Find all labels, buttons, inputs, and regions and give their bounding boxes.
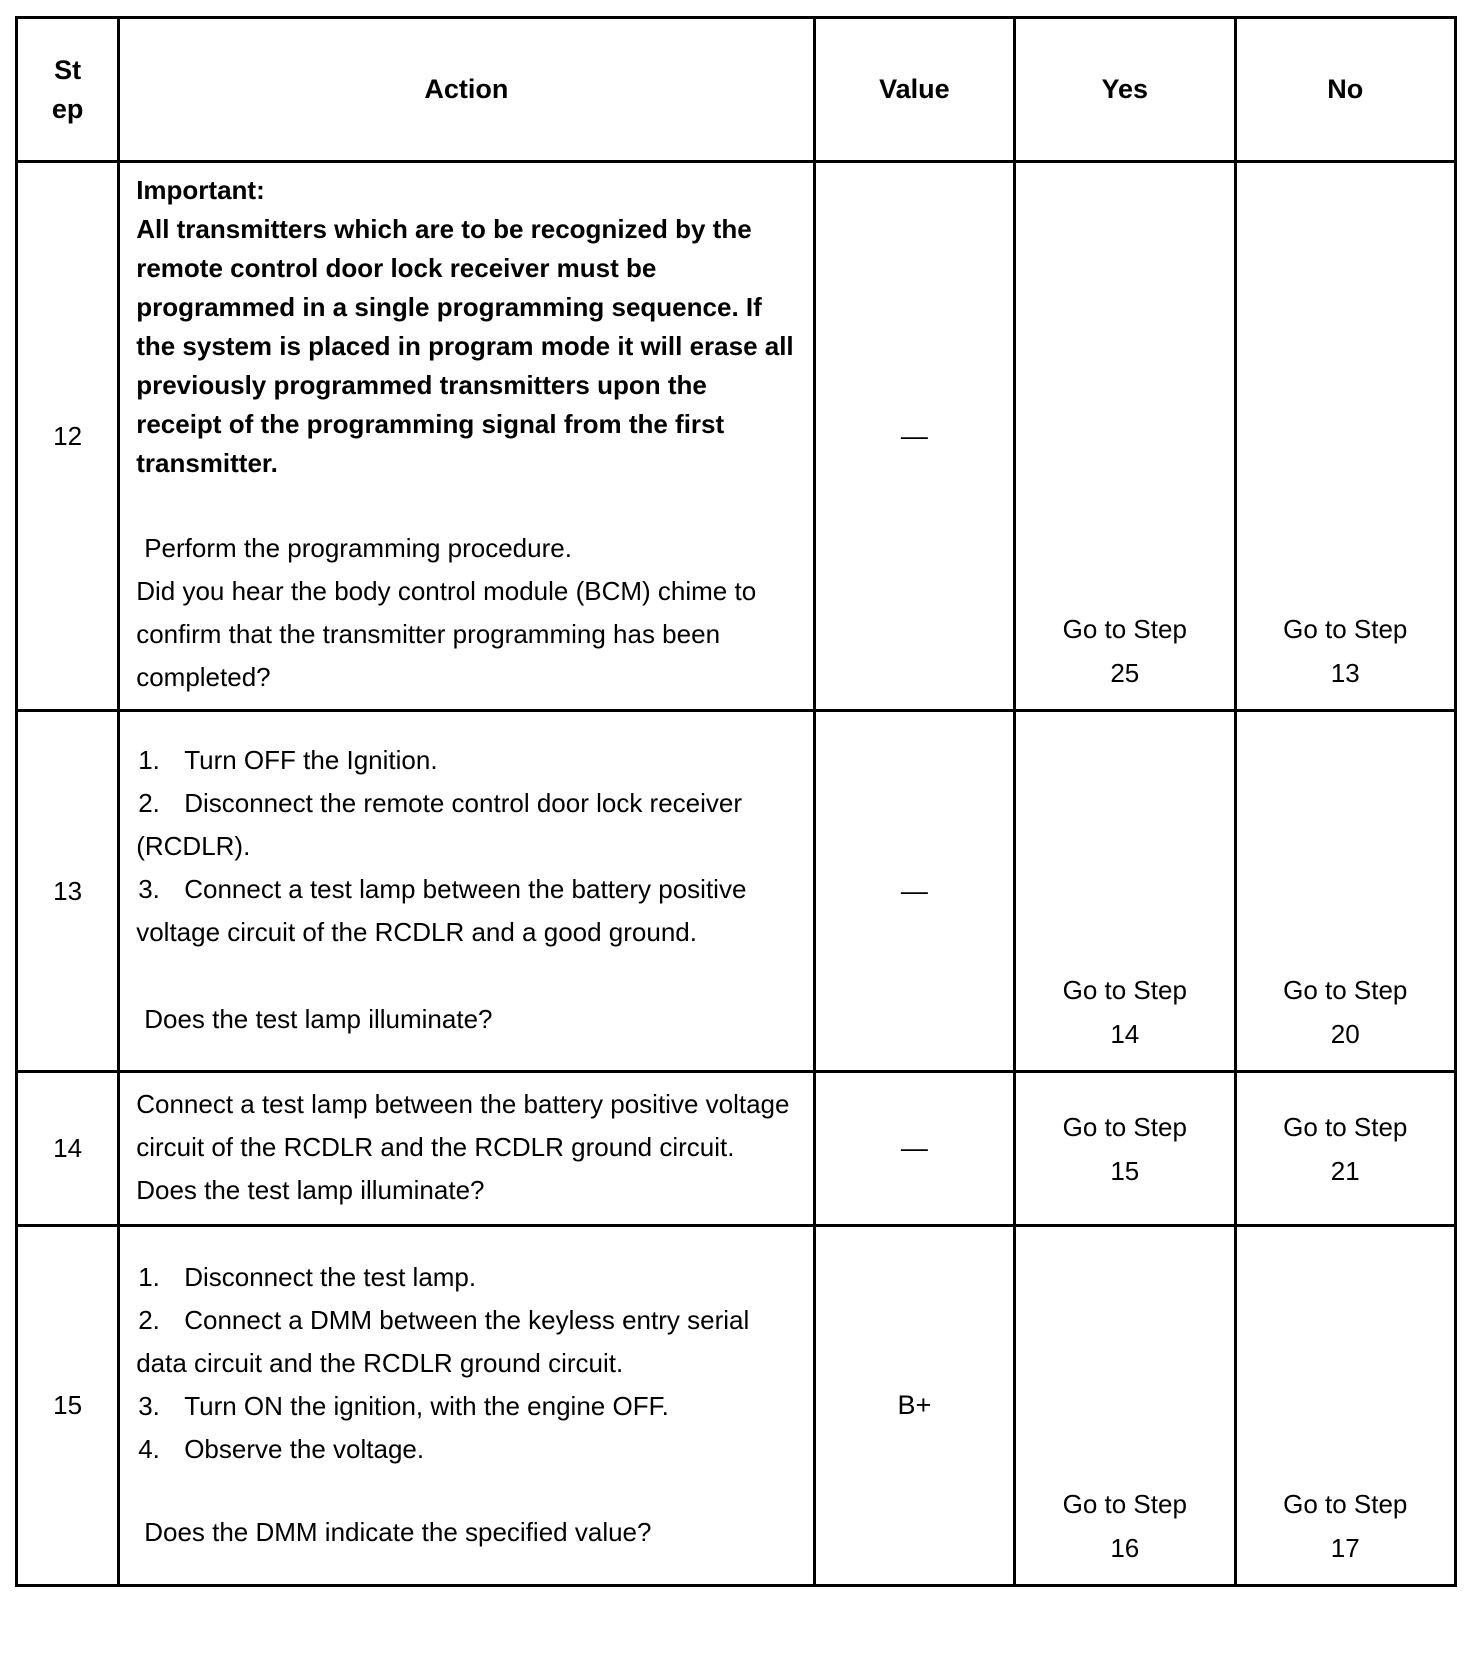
no-cell — [1235, 711, 1456, 1072]
table-row — [17, 1072, 1456, 1226]
header-value: Value — [814, 18, 1014, 162]
header-yes: Yes — [1015, 18, 1235, 162]
diagnostic-table — [15, 16, 1457, 1587]
question-text: Did you hear the body control module (BCM) chime to confirm that the transmitter programming has been completed? — [136, 576, 757, 692]
step-number: 13 — [17, 711, 119, 1072]
yes-cell — [1015, 1072, 1235, 1226]
yes-label: Go to Step — [1062, 1111, 1187, 1142]
value-cell: — — [814, 1072, 1014, 1226]
value-cell: B+ — [814, 1226, 1014, 1586]
no-step: 17 — [1330, 1533, 1360, 1563]
list-item: 3. Connect a test lamp between the battery positive voltage circuit of the RCDLR and a good ground. — [136, 874, 747, 947]
action-cell: Connect a test lamp between the battery positive voltage circuit of the RCDLR and the RCDLR ground circuit. Does the test lamp illuminate? — [119, 1072, 814, 1226]
yes-step: 15 — [1110, 1155, 1140, 1186]
no-label: Go to Step — [1283, 614, 1408, 644]
table-row — [17, 162, 1456, 711]
no-cell — [1235, 1072, 1456, 1226]
list-item: 2. Connect a DMM between the keyless entry serial data circuit and the RCDLR ground circuit. — [136, 1304, 750, 1378]
yes-label: Go to Step — [1062, 1489, 1187, 1519]
important-label: Important: — [136, 175, 265, 205]
header-action: Action — [119, 18, 814, 162]
step-number: 12 — [17, 162, 119, 711]
yes-cell — [1015, 1226, 1235, 1586]
no-cell — [1235, 1226, 1456, 1586]
list-item: 3. Turn ON the ignition, with the engine OFF. — [138, 1390, 669, 1421]
no-label: Go to Step — [1283, 975, 1408, 1005]
question-text: Does the test lamp illuminate? — [144, 1004, 493, 1034]
list-item: 4. Observe the voltage. — [138, 1433, 425, 1464]
yes-label: Go to Step — [1062, 614, 1187, 644]
value-cell: — — [814, 162, 1014, 711]
table-row — [17, 711, 1456, 1072]
step-number: 14 — [17, 1072, 119, 1226]
important-text: All transmitters which are to be recognized by the remote control door lock receiver must be programmed in a single programming sequence. If the system is placed in program mode it will erase all previously programmed transmitters upon the receipt of the programming signal from the first transmitter. — [136, 214, 794, 478]
header-step: St ep — [17, 18, 119, 162]
list-item: 2. Disconnect the remote control door lock receiver (RCDLR). — [136, 788, 743, 861]
instruction-text: Perform the programming procedure. — [144, 533, 572, 563]
action-cell — [119, 1226, 814, 1586]
action-cell — [119, 162, 814, 711]
no-cell — [1235, 162, 1456, 711]
yes-cell — [1015, 162, 1235, 711]
no-label: Go to Step — [1283, 1489, 1408, 1519]
header-no: No — [1235, 18, 1456, 162]
list-item: 1. Turn OFF the Ignition. — [138, 745, 438, 775]
yes-cell — [1015, 711, 1235, 1072]
action-cell — [119, 711, 814, 1072]
step-number: 15 — [17, 1226, 119, 1586]
question-text: Does the DMM indicate the specified value? — [144, 1516, 652, 1547]
table-row — [17, 1226, 1456, 1586]
header-row — [17, 18, 1456, 162]
value-cell: — — [814, 711, 1014, 1072]
list-item: 1. Disconnect the test lamp. — [138, 1261, 477, 1292]
no-step: 20 — [1330, 1019, 1360, 1049]
no-step: 13 — [1330, 658, 1360, 688]
yes-label: Go to Step — [1062, 975, 1187, 1005]
no-step: 21 — [1330, 1155, 1360, 1186]
yes-step: 25 — [1110, 658, 1140, 688]
no-label: Go to Step — [1283, 1111, 1408, 1142]
yes-step: 14 — [1110, 1019, 1140, 1049]
yes-step: 16 — [1110, 1533, 1140, 1563]
